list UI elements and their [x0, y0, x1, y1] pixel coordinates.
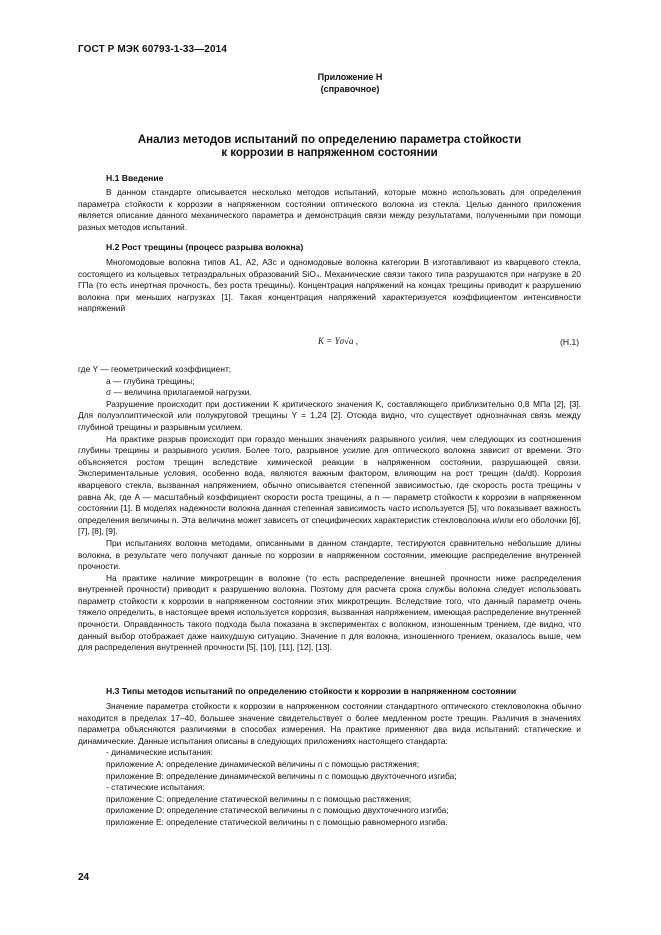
list-item: приложение D: определение статической величины n с помощью двухточечного изгиба;: [106, 805, 449, 816]
where-item: σ — величина прилагаемой нагрузки.: [106, 387, 252, 398]
page-number: 24: [78, 872, 90, 883]
formula-number: (Н.1): [560, 337, 580, 347]
section-h1-body: [78, 187, 581, 233]
standard-header: ГОСТ Р МЭК 60793-1-33—2014: [78, 44, 227, 55]
list-item: приложение В: определение динамической величины n с помощью двухточечного изгиба;: [106, 770, 457, 781]
paragraph: Значение параметра стойкости к коррозии в напряженном состоянии стандартного оптического стекловолокна обычно находится в пределах 17–40, большее значение свидетельствует о более медленном росте трещин. Различия в значениях параметра объясняются различиями в способах измерения. На практике применяют два вида испытаний: статические и динамические. Данные испытания описаны в следующих приложениях настоящего стандарта:: [78, 701, 581, 746]
section-heading-h3: Н.3 Типы методов испытаний по определению стойкости к коррозии в напряженном состоянии: [106, 686, 517, 696]
annex-title-line1: Анализ методов испытаний по определению параметра стойкости: [137, 134, 522, 146]
section-h2-body: [78, 364, 581, 654]
paragraph: При испытаниях волокна методами, описанными в данном стандарте, тестируются сравнительно небольшие длины волокна, в результате чего получают данные по коррозии в напряженном состоянии, имеющие распределение внутренней прочности.: [78, 537, 581, 572]
paragraph: На практике разрыв происходит при гораздо меньших значениях разрывного усилия, чем следующих из соотношения глубины трещины и разрывного усилия. Более того, разрывное усилие для оптического волокна зависит от времени. Это объясняется ростом трещин вследствие химической реакции в напряженном состоянии, разрушающей связи. Экспериментальные условия, особенно вода, являются важным фактором, влияющим на рост трещин (da/dt). Коррозия кварцевого стекла, вызванная напряжением, обычно описывается степенной зависимостью, где скорость роста трещины v равна Ak, где A — масштабный коэффициент скорости роста трещины, a n — параметр стойкости к коррозии в напряженном состоянии [1]. В моделях надежности волокна данная степенная зависимость часто используется [5], что показывает важность определения величины n. Эта величина может зависеть от специфических характеристик стекловолокна и/или его оболочки [6], [7], [8], [9].: [78, 433, 581, 537]
annex-type: (справочное): [320, 84, 380, 94]
list-item: приложение С: определение статической величины n с помощью растяжения;: [106, 793, 412, 804]
list-item: приложение А: определение динамической величины n с помощью растяжения;: [106, 758, 420, 769]
formula-h1: K = Yσ√a ,: [318, 336, 358, 346]
where-item: a — глубина трещины;: [106, 375, 195, 386]
section-h3-body: [78, 701, 581, 829]
paragraph: Многомодовые волокна типов А1, А2, А3с и одномодовые волокна категории В изготавливают из кварцевого стекла, состоящего из кольцевых тетраэдральных образований SiO₄. Механические связи такого типа разрушаются при нагрузке в 20 ГПа (то есть инертная прочность, без роста трещины). Концентрация напряжений на концах трещины приводит к разрушению волокна при меньших нагрузках [1]. Такая концентрация напряжений характеризуется коэффициентом интенсивности напряжений: [78, 257, 581, 314]
annex-label: Приложение Н: [317, 72, 383, 82]
list-item: - статические испытания:: [106, 782, 205, 793]
list-item: приложение Е: определение статической величины n с помощью равномерного изгиба.: [106, 816, 448, 827]
paragraph: На практике наличие микротрещин в волокне (то есть распределение внешней прочности ниже распределения внутренней прочности) приводит к разрушению волокна. Поэтому для расчета срока службы волокна следует использовать параметр стойкости к коррозии в напряженном состоянии этих микротрещин. Вследствие того, что данный параметр очень тяжело определить, в настоящее время используется коррозия, вызванная напряжением, имеющая распределение внутренней прочности. Оправданность такого подхода была показана в экспериментах с волокном, изношенным трением, где видно, что данный выбор отображает даже наихудшую ситуацию. Значение n для волокна, изношенного трением, оказалось выше, чем для распределения внутренней прочности [5], [10], [11], [12], [13].: [78, 572, 581, 653]
annex-title-line2: к коррозии в напряженном состоянии: [221, 147, 438, 159]
list-item: - динамические испытания:: [106, 747, 213, 758]
where-item: где Y — геометрический коэффициент;: [78, 364, 232, 374]
section-heading-h1: Н.1 Введение: [106, 173, 164, 183]
paragraph: В данном стандарте описывается несколько методов испытаний, которые можно использовать для определения параметра стойкости к коррозии в напряженном состоянии оптического волокна из стекла. Целью данного приложения является описание данного механического параметра и демонстрация связи между результатами, полученными при помощи разных методов испытаний.: [78, 187, 581, 232]
section-heading-h2: Н.2 Рост трещины (процесс разрыва волокна): [106, 242, 304, 252]
annex-title: [78, 134, 581, 160]
section-h2-intro: [78, 257, 581, 315]
paragraph: Разрушение происходит при достижении K критического значения K, составляющего приблизительно 0,8 МПа [2], [3]. Для полуэллиптической или полукруговой трещины Y = 1,24 [2]. Отсюда видно, что существует однозначная связь между глубиной трещины и разрывным усилием.: [78, 398, 581, 432]
annex-heading: [300, 71, 400, 95]
